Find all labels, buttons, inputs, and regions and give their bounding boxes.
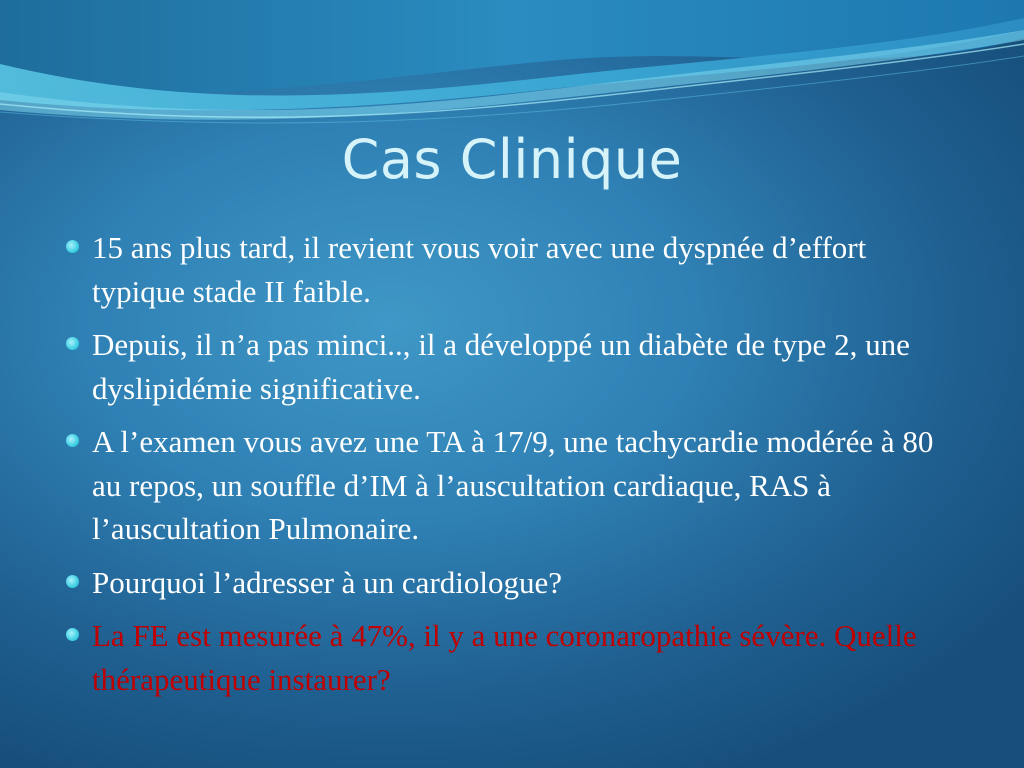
bullet-item — [60, 420, 960, 551]
circle-bullet-icon — [66, 434, 79, 447]
bullet-text: Pourquoi l’adresser à un cardiologue? — [92, 564, 563, 600]
wave-decoration — [0, 0, 1024, 130]
bullet-item-alert — [60, 614, 960, 701]
bullet-item — [60, 561, 960, 605]
bullet-item — [60, 226, 960, 313]
bullet-item — [60, 323, 960, 410]
bullet-text: 15 ans plus tard, il revient vous voir avec une dyspnée d’effort typique stade II faible. — [92, 230, 867, 309]
bullet-list — [60, 226, 960, 711]
circle-bullet-icon — [66, 240, 79, 253]
bullet-text: Depuis, il n’a pas minci.., il a développé un diabète de type 2, une dyslipidémie significative. — [92, 327, 910, 406]
circle-bullet-icon — [66, 337, 79, 350]
circle-bullet-icon — [66, 628, 79, 641]
bullet-text-alert: La FE est mesurée à 47%, il y a une coronaropathie sévère. Quelle thérapeutique instaurer? — [92, 618, 917, 697]
bullet-text: A l’examen vous avez une TA à 17/9, une tachycardie modérée à 80 au repos, un souffle d’IM à l’auscultation cardiaque, RAS à l’auscultation Pulmonaire. — [92, 424, 934, 546]
circle-bullet-icon — [66, 575, 79, 588]
slide-title: Cas Clinique — [341, 128, 683, 191]
